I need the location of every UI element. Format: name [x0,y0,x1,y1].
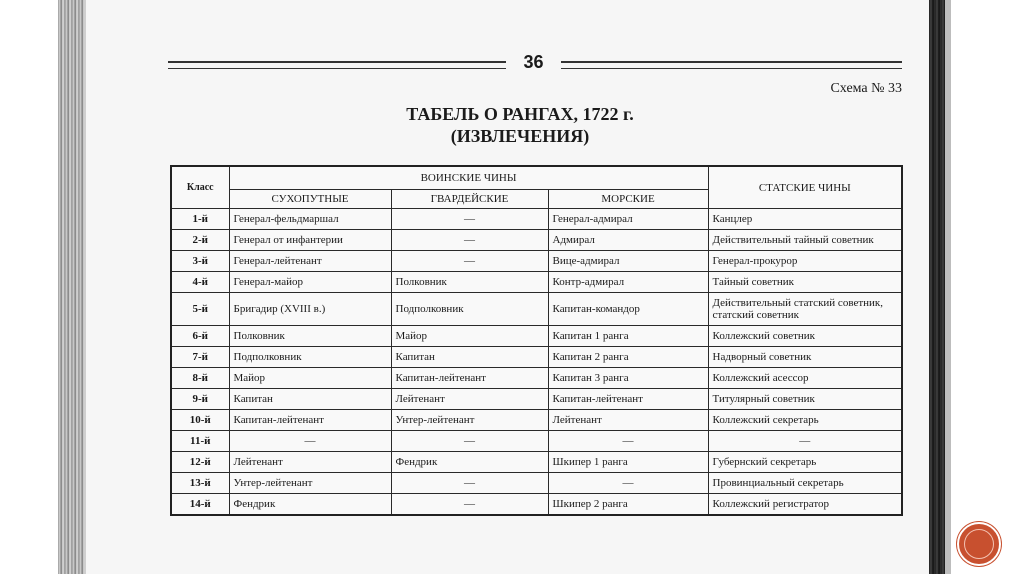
rank-class-cell: 7-й [171,347,229,368]
naval-rank-cell: Капитан-командор [548,293,708,326]
guard-rank-cell: Полковник [391,272,548,293]
rank-class-cell: 3-й [171,251,229,272]
naval-rank-cell: Генерал-адмирал [548,209,708,230]
land-rank-cell: Майор [229,368,391,389]
naval-rank-cell: Лейтенант [548,410,708,431]
table-row [171,368,902,389]
land-rank-cell: Генерал-лейтенант [229,251,391,272]
naval-rank-cell: — [548,431,708,452]
rank-class-cell: 6-й [171,326,229,347]
land-rank-cell: Унтер-лейтенант [229,473,391,494]
land-rank-cell: — [229,431,391,452]
header-naval: МОРСКИЕ [548,190,708,209]
civil-rank-cell: Коллежский секретарь [708,410,902,431]
guard-rank-cell: — [391,494,548,516]
rank-class-cell: 4-й [171,272,229,293]
header-military: ВОИНСКИЕ ЧИНЫ [229,166,708,190]
left-binding-stripe [58,0,84,574]
page-title [360,103,680,147]
civil-rank-cell: Тайный советник [708,272,902,293]
civil-rank-cell: Действительный статский советник, статский советник [708,293,902,326]
land-rank-cell: Лейтенант [229,452,391,473]
naval-rank-cell: Адмирал [548,230,708,251]
guard-rank-cell: Лейтенант [391,389,548,410]
header-civil: СТАТСКИЕ ЧИНЫ [708,166,902,209]
rank-class-cell: 11-й [171,431,229,452]
guard-rank-cell: Унтер-лейтенант [391,410,548,431]
land-rank-cell: Фендрик [229,494,391,516]
rank-class-cell: 8-й [171,368,229,389]
schema-label: Схема № 33 [830,81,902,96]
guard-rank-cell: — [391,431,548,452]
civil-rank-cell: Канцлер [708,209,902,230]
table-row [171,473,902,494]
slide-nav-button[interactable] [957,522,1001,566]
ranks-table [170,165,903,516]
civil-rank-cell: Губернский секретарь [708,452,902,473]
guard-rank-cell: — [391,209,548,230]
land-rank-cell: Генерал-фельдмаршал [229,209,391,230]
rank-class-cell: 12-й [171,452,229,473]
table-row [171,272,902,293]
civil-rank-cell: Действительный тайный советник [708,230,902,251]
title-line-1: ТАБЕЛЬ О РАНГАХ, 1722 г. [406,104,634,124]
guard-rank-cell: Капитан-лейтенант [391,368,548,389]
header-land: СУХОПУТНЫЕ [229,190,391,209]
civil-rank-cell: Провинциальный секретарь [708,473,902,494]
table-row [171,230,902,251]
land-rank-cell: Подполковник [229,347,391,368]
right-binding-stripe [929,0,945,574]
guard-rank-cell: Подполковник [391,293,548,326]
naval-rank-cell: Капитан-лейтенант [548,389,708,410]
land-rank-cell: Капитан [229,389,391,410]
page-number: 36 [523,52,544,72]
civil-rank-cell: Коллежский асессор [708,368,902,389]
rank-class-cell: 1-й [171,209,229,230]
table-row [171,389,902,410]
page-number-rule-left [168,61,506,69]
land-rank-cell: Бригадир (XVIII в.) [229,293,391,326]
table-row [171,410,902,431]
guard-rank-cell: Майор [391,326,548,347]
naval-rank-cell: Капитан 3 ранга [548,368,708,389]
civil-rank-cell: Титулярный советник [708,389,902,410]
rank-class-cell: 13-й [171,473,229,494]
ranks-table-body [171,166,902,515]
page-number-rule-right [561,61,902,69]
table-row [171,209,902,230]
naval-rank-cell: Шкипер 1 ранга [548,452,708,473]
guard-rank-cell: — [391,230,548,251]
table-row [171,431,902,452]
civil-rank-cell: Генерал-прокурор [708,251,902,272]
civil-rank-cell: Коллежский регистратор [708,494,902,516]
guard-rank-cell: — [391,251,548,272]
guard-rank-cell: — [391,473,548,494]
rank-class-cell: 9-й [171,389,229,410]
rank-class-cell: 10-й [171,410,229,431]
table-row [171,251,902,272]
naval-rank-cell: Капитан 1 ранга [548,326,708,347]
naval-rank-cell: Капитан 2 ранга [548,347,708,368]
rank-class-cell: 2-й [171,230,229,251]
table-row [171,347,902,368]
naval-rank-cell: Контр-адмирал [548,272,708,293]
table-row [171,494,902,516]
naval-rank-cell: Шкипер 2 ранга [548,494,708,516]
right-binding-edge [945,0,951,574]
civil-rank-cell: — [708,431,902,452]
table-row [171,452,902,473]
civil-rank-cell: Надворный советник [708,347,902,368]
rank-class-cell: 14-й [171,494,229,516]
header-class: Класс [171,166,229,209]
table-row [171,326,902,347]
land-rank-cell: Генерал-майор [229,272,391,293]
guard-rank-cell: Фендрик [391,452,548,473]
naval-rank-cell: — [548,473,708,494]
land-rank-cell: Генерал от инфантерии [229,230,391,251]
header-guard: ГВАРДЕЙСКИЕ [391,190,548,209]
header-row-1 [171,166,902,190]
naval-rank-cell: Вице-адмирал [548,251,708,272]
slide-nav-button-ring [964,529,994,559]
land-rank-cell: Капитан-лейтенант [229,410,391,431]
table-row [171,293,902,326]
land-rank-cell: Полковник [229,326,391,347]
title-line-2: (ИЗВЛЕЧЕНИЯ) [450,126,590,146]
rank-class-cell: 5-й [171,293,229,326]
civil-rank-cell: Коллежский советник [708,326,902,347]
guard-rank-cell: Капитан [391,347,548,368]
